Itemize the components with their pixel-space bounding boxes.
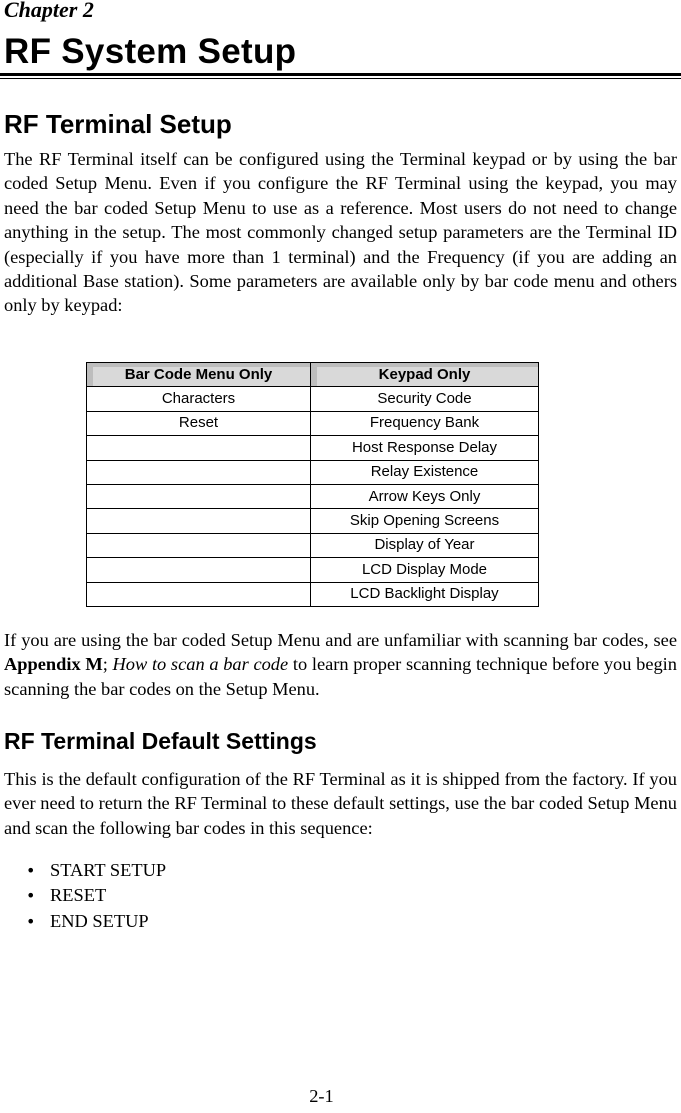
scanning-note-paragraph [4,628,677,701]
table-row [87,558,539,582]
column-header: Bar Code Menu Only [87,363,311,387]
table-row [87,387,539,411]
table-row [87,436,539,460]
note-separator: ; [102,654,113,675]
note-text-before: If you are using the bar coded Setup Menu and are unfamiliar with scanning bar codes, see [4,630,677,650]
table-row [87,484,539,508]
step-label: RESET [50,885,107,906]
table-cell [87,558,311,582]
table-cell [87,533,311,557]
title-rule-thin [0,78,681,79]
table-row [87,509,539,533]
table-cell: Characters [87,387,311,411]
table-cell: Display of Year [311,533,539,557]
table-cell [87,436,311,460]
list-item [0,883,166,908]
table-cell [87,582,311,606]
howto-reference: How to scan a bar code [112,654,289,675]
list-item [0,858,166,883]
table-header-row [87,363,539,387]
page-number-text: 2-1 [309,1086,334,1106]
bullet-icon: • [26,911,36,931]
table-cell: Relay Existence [311,460,539,484]
appendix-reference: Appendix M [4,654,103,675]
table-cell: Security Code [311,387,539,411]
note-text-after: to learn proper scanning technique before you begin scanning the bar codes on the Setup Menu. [4,654,677,699]
chapter-label: Chapter 2 [4,0,94,22]
table-cell [87,484,311,508]
setup-steps-list [0,858,166,934]
section-heading-default-settings: RF Terminal Default Settings [4,728,317,754]
step-label: START SETUP [50,860,167,880]
table-cell: LCD Backlight Display [311,582,539,606]
terminal-setup-paragraph: The RF Terminal itself can be configured using the Terminal keypad or by using the bar coded Setup Menu. Even if you configure the RF Terminal using the keypad, you may need the bar coded Setup Menu to use as a reference. Most users do not need to change anything in the setup. The most commonly changed setup parameters are the Terminal ID (especially if you have more than 1 terminal) and the Frequency (if you are adding an additional Base station). Some parameters are available only by bar code menu and others only by keypad: [4,149,677,316]
table-row [87,582,539,606]
table-row [87,460,539,484]
table-row [87,411,539,435]
table-cell: Reset [87,411,311,435]
section-heading-terminal-setup: RF Terminal Setup [4,109,232,139]
page-number [0,1084,681,1108]
default-settings-paragraph: This is the default configuration of the RF Terminal as it is shipped from the factory. If you ever need to return the RF Terminal to these default settings, use the bar coded Setup Menu and scan the following bar codes in this sequence: [4,769,677,838]
table-cell: LCD Display Mode [311,558,539,582]
table-cell [87,509,311,533]
title-rule-thick [0,73,681,76]
table-cell: Skip Opening Screens [311,509,539,533]
table-row [87,533,539,557]
column-header: Keypad Only [311,363,539,387]
table-cell: Frequency Bank [311,411,539,435]
step-label: END SETUP [50,910,149,931]
chapter-title: RF System Setup [4,32,297,71]
table-cell [87,460,311,484]
bullet-icon: • [26,861,36,880]
list-item [0,909,166,934]
table-cell: Host Response Delay [311,436,539,460]
table-cell: Arrow Keys Only [311,484,539,508]
bullet-icon: • [26,886,36,906]
parameters-table [86,362,539,607]
